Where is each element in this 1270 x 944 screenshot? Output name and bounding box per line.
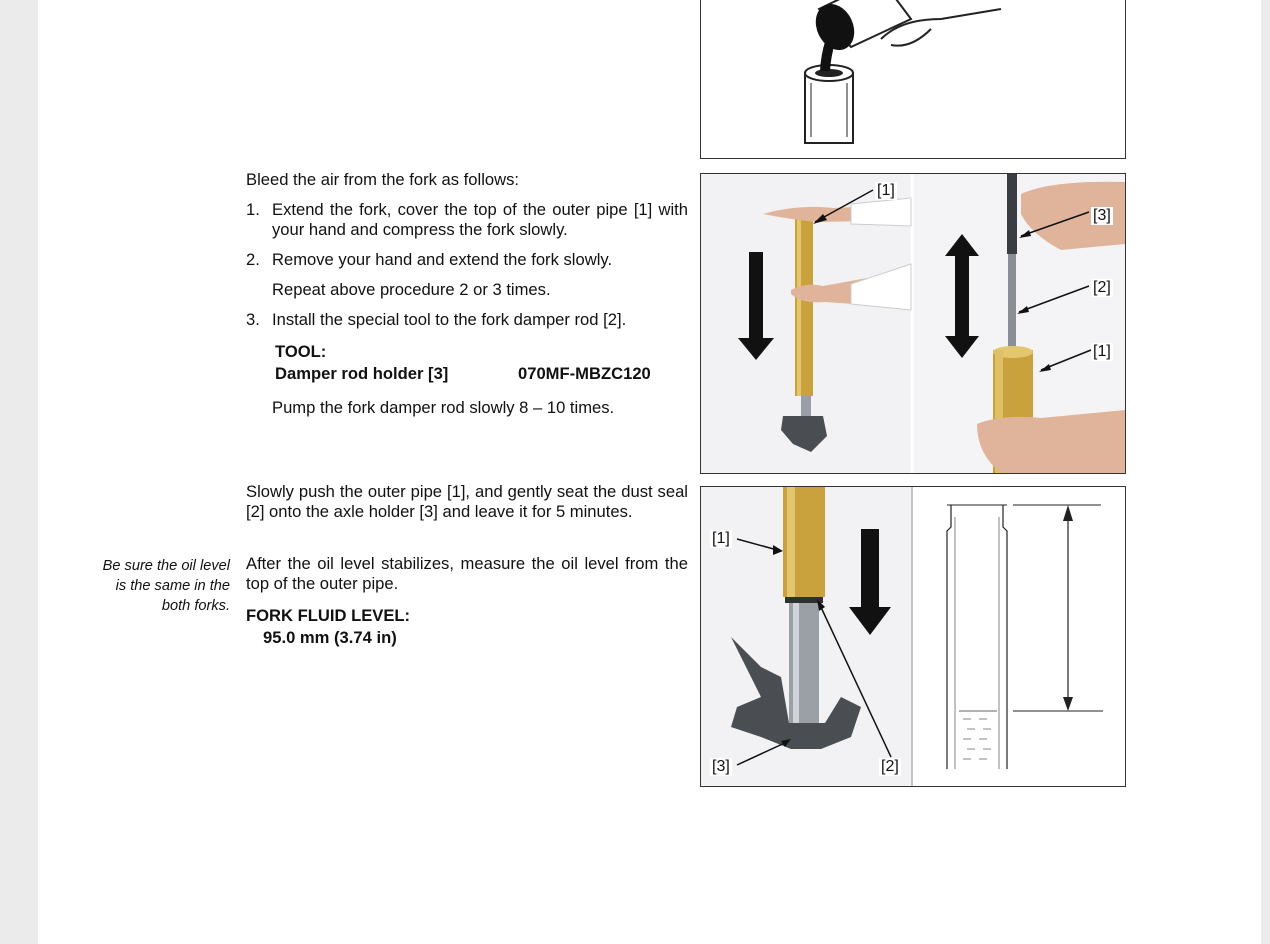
callout-label: [2] — [1093, 279, 1111, 296]
spec-value: 95.0 mm (3.74 in) — [263, 628, 397, 647]
step-text: Install the special tool to the fork damper rod [2]. — [272, 310, 627, 329]
push-instruction: Slowly push the outer pipe [1], and gently seat the dust seal [2] onto the axle holder [3] and leave it for 5 minutes. — [246, 482, 688, 521]
spec-heading: FORK FLUID LEVEL: — [246, 606, 411, 625]
bleed-intro: Bleed the air from the fork as follows: — [246, 170, 519, 189]
manual-page — [38, 0, 1261, 944]
oil-pour-illustration — [701, 0, 1126, 159]
side-note-line: is the same in the — [115, 578, 230, 594]
callout-label: [1] — [712, 530, 730, 547]
pump-instruction: Pump the fork damper rod slowly 8 – 10 times. — [272, 398, 615, 417]
bleed-photos — [701, 174, 1125, 473]
side-note-line: Be sure the oil level — [102, 558, 230, 574]
step-number: 1. — [246, 200, 260, 219]
oil-pour-figure — [700, 0, 1126, 159]
tool-part-number: 070MF-MBZC120 — [518, 364, 651, 383]
step-number: 3. — [246, 310, 260, 329]
level-figure — [700, 486, 1126, 787]
callout-label: [1] — [1093, 343, 1111, 360]
callout-label: [2] — [881, 758, 899, 775]
callout-label: [3] — [712, 758, 730, 775]
measure-instruction: After the oil level stabilizes, measure the oil level from the top of the outer pipe. — [246, 554, 688, 593]
step-text: Extend the fork, cover the top of the outer pipe [1] with your hand and compress the fork slowly. — [272, 200, 688, 239]
callout-label: [1] — [877, 182, 895, 199]
level-illustrations — [701, 487, 1125, 786]
bleed-figure — [700, 173, 1126, 474]
step-number: 2. — [246, 250, 260, 269]
tool-heading: TOOL: — [275, 342, 327, 361]
tool-name: Damper rod holder [3] — [275, 364, 449, 383]
step-text: Repeat above procedure 2 or 3 times. — [272, 280, 551, 299]
step-text: Remove your hand and extend the fork slowly. — [272, 250, 613, 269]
side-note-line: both forks. — [161, 598, 230, 614]
callout-label: [3] — [1093, 207, 1111, 224]
